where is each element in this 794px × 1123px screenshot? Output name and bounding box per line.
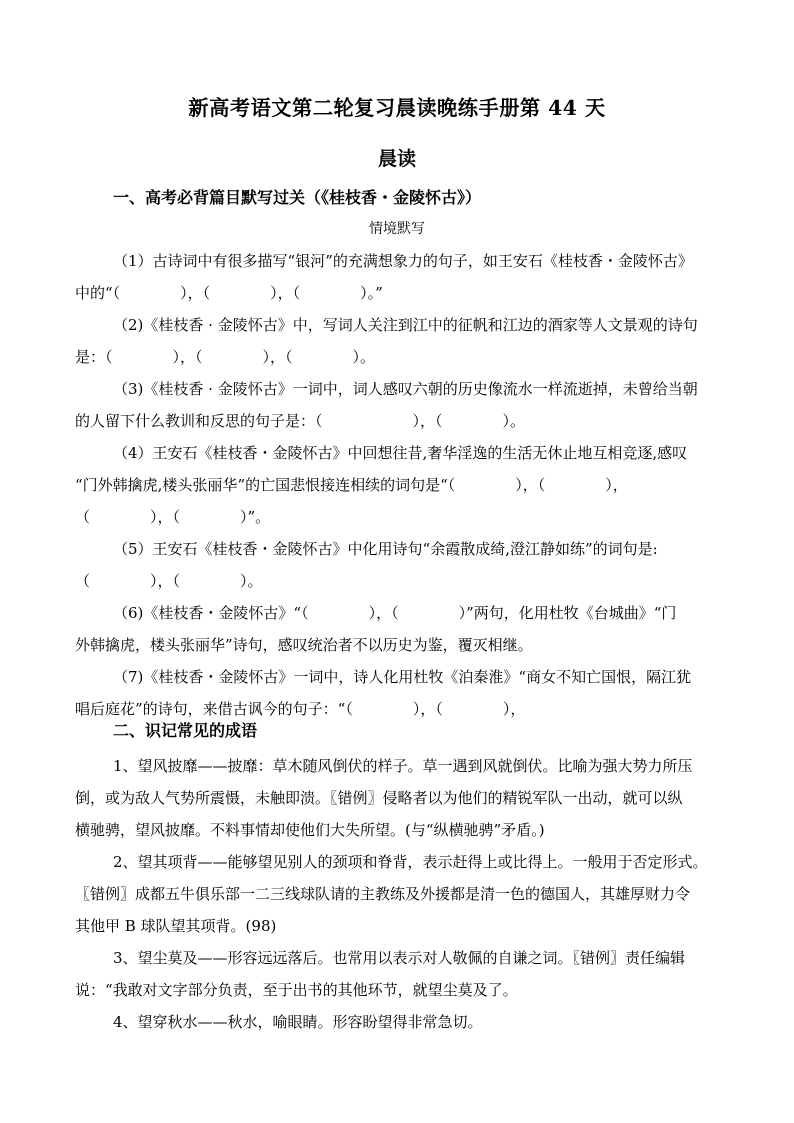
- s2-line-8: 说：“我敢对文字部分负责，至于出书的其他环节，就望尘莫及了。: [75, 981, 518, 999]
- s2-line-6: 其他甲 B 球队望其项背。(98): [75, 917, 277, 935]
- s1-line-6: 的人留下什么教训和反思的句子是：（ ），（ ）。: [75, 412, 526, 430]
- document-title: 新高考语文第二轮复习晨读晚练手册第 44 天: [188, 96, 606, 120]
- s1-line-9: （ ），（ ）”。: [75, 508, 271, 526]
- s1-line-14: （7)《桂枝香・金陵怀古》一词中，诗人化用杜牧《泊秦淮》“商女不知亡国恨，隔江犹: [113, 668, 692, 686]
- s1-line-15: 唱后庭花”的诗句，来借古讽今的句子：“（ ），（ ），: [75, 700, 526, 718]
- s2-line-4: 2、望其项背——能够望见别人的颈项和脊背，表示赶得上或比得上。一般用于否定形式。: [113, 853, 708, 871]
- s1-line-3: （2)《桂枝香 · 金陵怀古》中，写词人关注到江中的征帆和江边的酒家等人文景观的诗句: [113, 316, 698, 334]
- s2-line-7: 3、望尘莫及——形容远远落后。也常用以表示对人敬佩的自谦之词。〖错例〗责任编辑: [113, 949, 686, 967]
- s2-line-3: 横驰骋，望风披靡。不料事情却使他们大失所望。(与“纵横驰骋”矛盾。): [75, 821, 545, 839]
- s2-line-2: 倒，或为敌人气势所震慑，未触即溃。〖错例〗侵略者以为他们的精锐军队一出动，就可以纵: [75, 789, 683, 807]
- s1-line-2: 中的“（ ），（ ），（ ）。”: [75, 284, 383, 302]
- s2-line-9: 4、望穿秋水——秋水，喻眼睛。形容盼望得非常急切。: [113, 1013, 483, 1031]
- s1-line-10: （5）王安石《桂枝香・金陵怀古》中化用诗句“余霞散成绮,澄江静如练”的词句是:: [113, 540, 658, 558]
- s1-line-4: 是：（ ），（ ），（ ）。: [75, 348, 376, 366]
- s1-line-11: （ ），（ ）。: [75, 572, 263, 590]
- s1-line-7: （4）王安石《桂枝香・金陵怀古》中回想往昔,奢华淫逸的生活无休止地互相竞逐,感叹: [113, 444, 688, 462]
- s1-line-5: （3)《桂枝香 · 金陵怀古》一词中，词人感叹六朝的历史像流水一样流逝掉，未曾给当朝: [113, 380, 698, 398]
- section1-label: 情境默写: [369, 221, 425, 237]
- s1-line-1: （1）古诗词中有很多描写“银河”的充满想象力的句子，如王安石《桂枝香・金陵怀古》: [113, 252, 693, 270]
- s1-line-8: “门外韩擒虎,楼头张丽华”的亡国悲恨接连相续的词句是“（ ），（ ），: [75, 476, 628, 494]
- section1-heading: 一、高考必背篇目默写过关（《桂枝香・金陵怀古》）: [113, 188, 482, 207]
- s2-line-5: 〖错例〗成都五牛俱乐部一二三线球队请的主教练及外援都是清一色的德国人，其雄厚财力令: [75, 885, 691, 903]
- s1-line-12: （6)《桂枝香・金陵怀古》“（ ），（ ）”两句，化用杜牧《台城曲》“门: [113, 604, 677, 622]
- document-subtitle: 晨读: [377, 148, 416, 170]
- section2-heading: 二、识记常见的成语: [113, 721, 258, 740]
- s2-line-1: 1、望风披靡——披靡：草木随风倒伏的样子。草一遇到风就倒伏。比喻为强大势力所压: [113, 757, 693, 775]
- s1-line-13: 外韩擒虎，楼头张丽华”诗句，感叹统治者不以历史为鉴，覆灭相继。: [75, 636, 533, 654]
